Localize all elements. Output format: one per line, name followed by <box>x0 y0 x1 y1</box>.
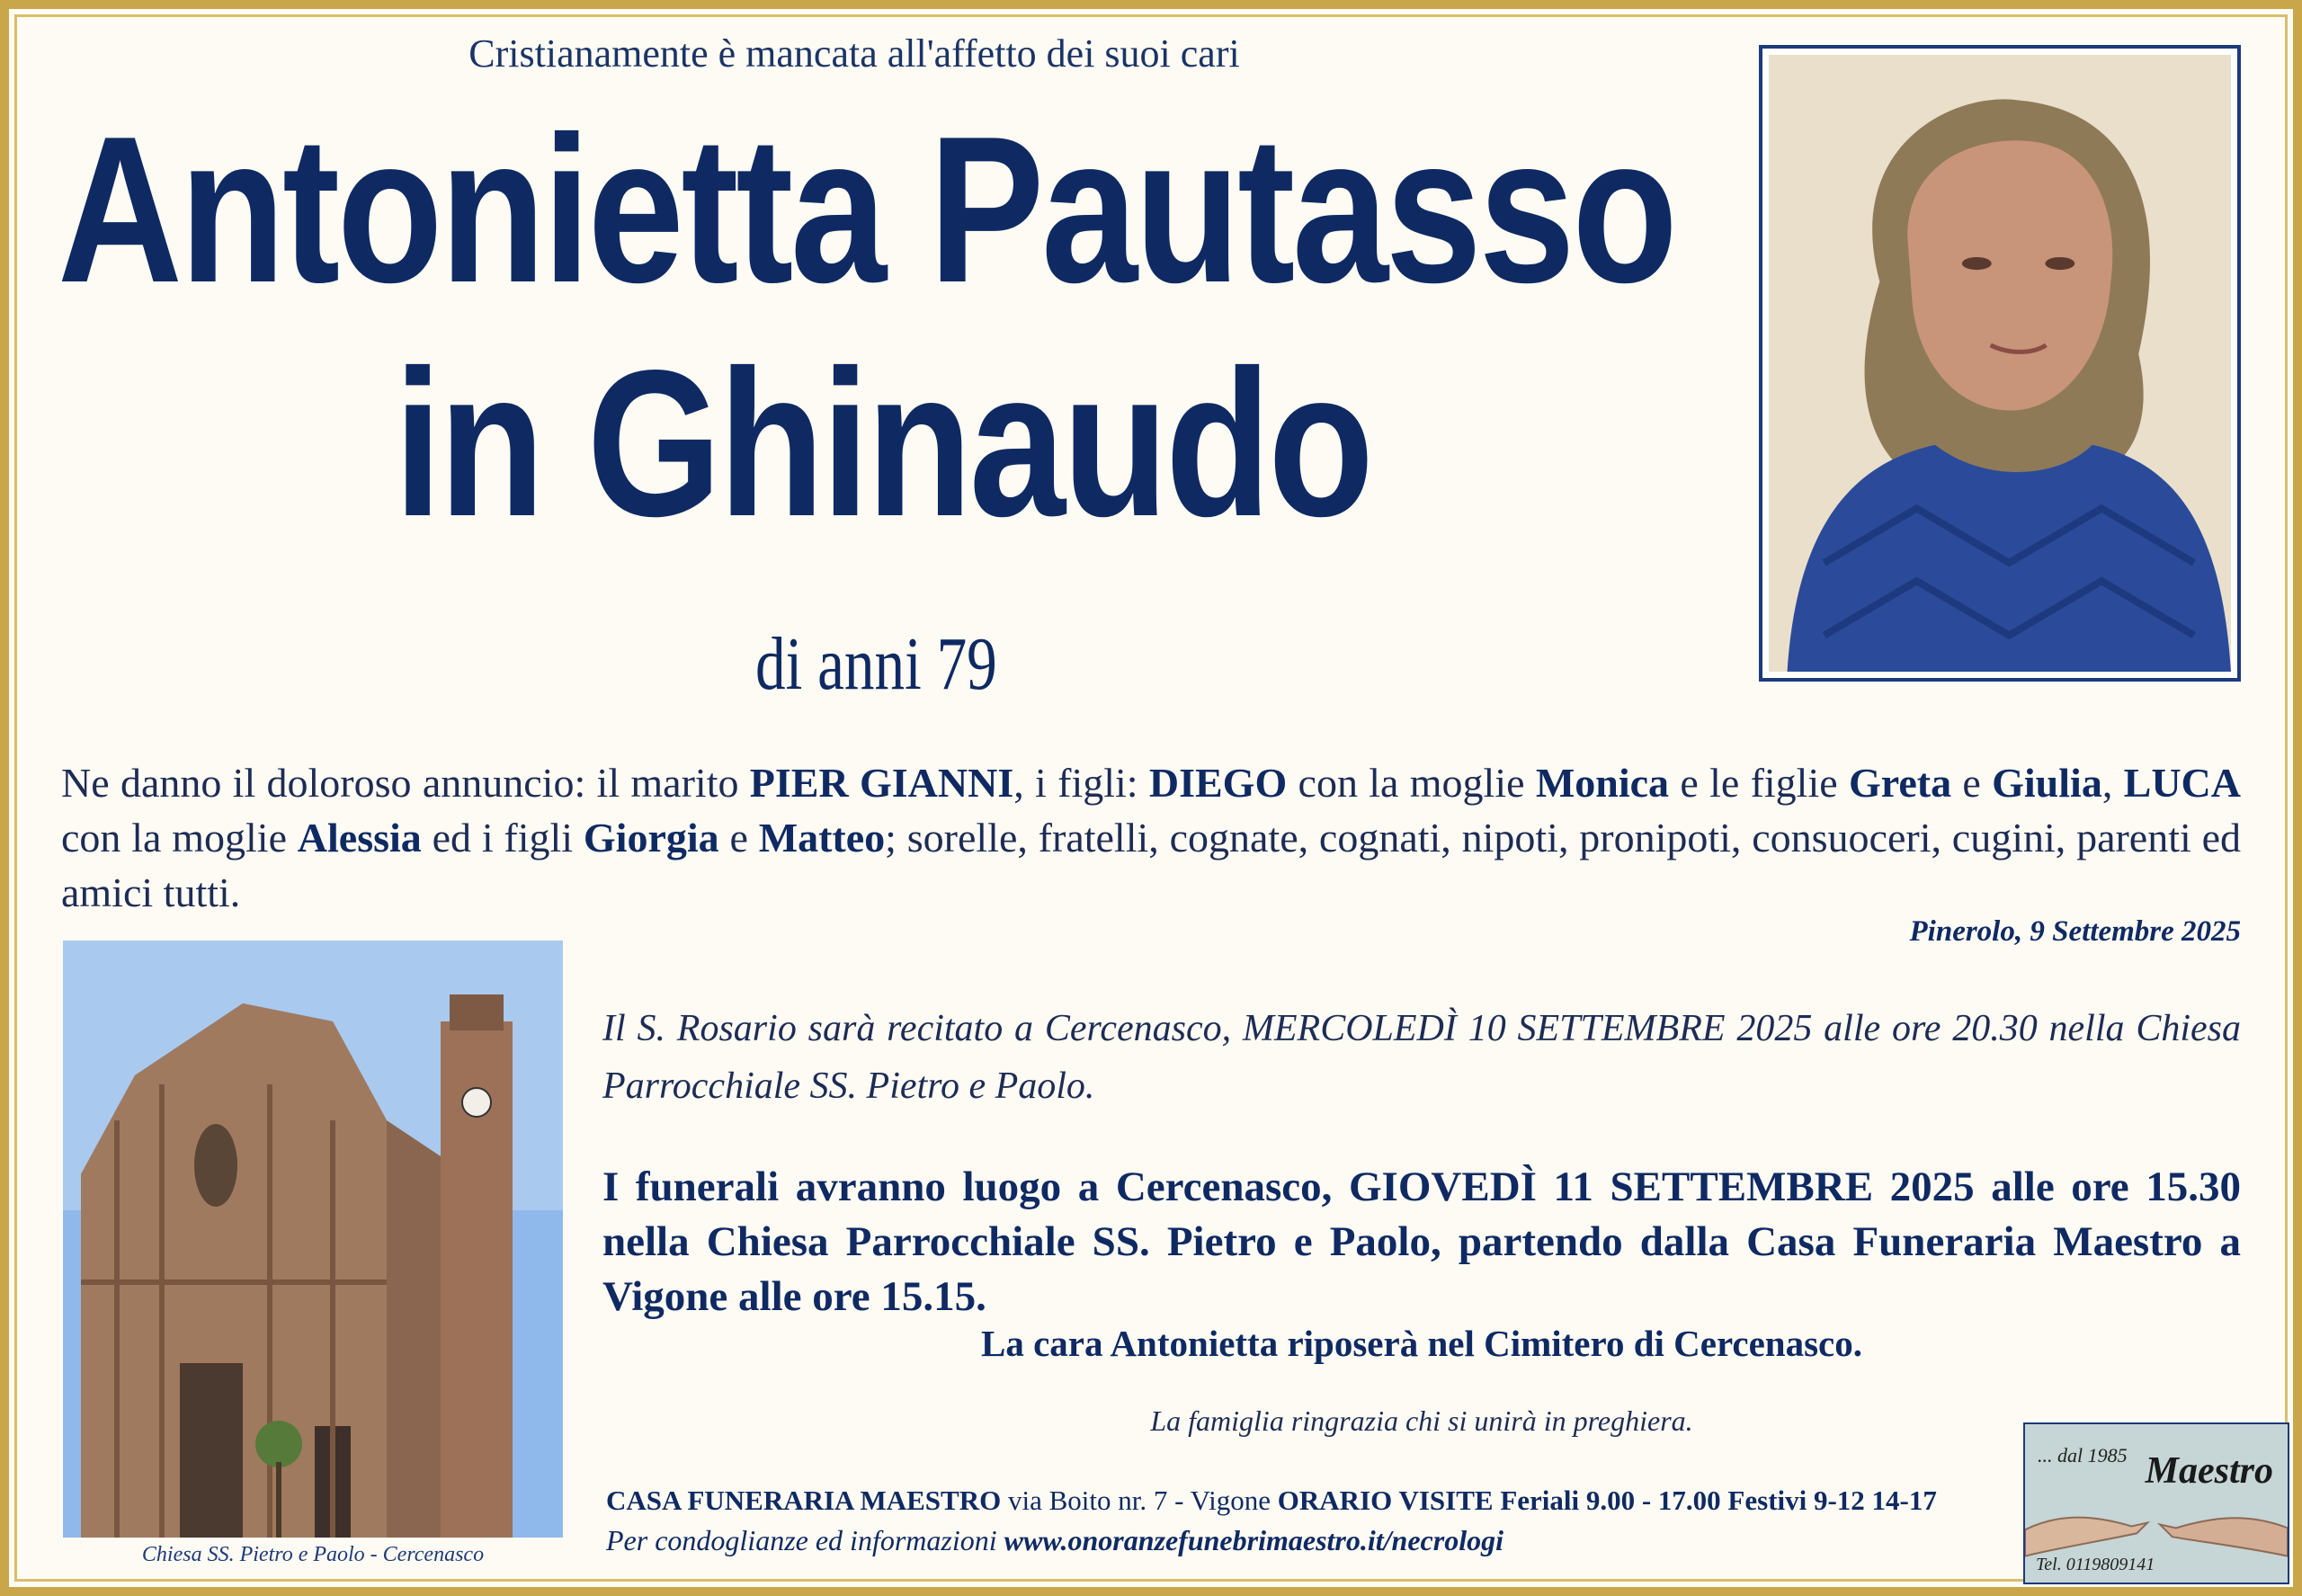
announcement-segment: con la moglie <box>61 815 298 860</box>
funeral-notice: I funerali avranno luogo a Cercenasco, GIOVEDÌ 11 SETTEMBRE 2025 alle ore 15.30 nella Chiesa Parrocchiale SS. Pietro e Paolo, partendo dalla Casa Funeraria Maestro a Vigone alle ore 15.15. <box>602 1164 2241 1320</box>
thanks-text: La famiglia ringrazia chi si unirà in preghiera. <box>1150 1404 1693 1437</box>
family-name: Matteo <box>758 815 886 860</box>
logo-phone: Tel. 0119809141 <box>2036 1555 2155 1574</box>
company-name: CASA FUNERARIA MAESTRO <box>606 1485 1002 1516</box>
announcement-segment: ; sorelle, fratelli, cognate, cognati, nipoti, pronipoti, consuoceri, cugini, parenti ed amici tutti. <box>61 815 2242 915</box>
condolences-info <box>606 1524 1503 1557</box>
announcement-text <box>61 755 2241 920</box>
family-name: Giorgia <box>583 815 719 860</box>
rosary-notice: Il S. Rosario sarà recitato a Cercenasco, MERCOLEDÌ 10 SETTEMBRE 2025 alle ore 20.30 nella Chiesa Parrocchiale SS. Pietro e Paolo. <box>602 1008 2241 1107</box>
deceased-name: Antonietta Pautasso <box>58 94 1675 326</box>
announcement-segment: ed i figli <box>421 815 584 860</box>
website-link[interactable]: www.onoranzefunebrimaestro.it/necrologi <box>1004 1524 1503 1556</box>
company-address: via Boito nr. 7 - Vigone <box>1001 1485 1278 1516</box>
family-name: Giulia <box>1992 760 2102 806</box>
church-image <box>63 941 563 1538</box>
family-name: LUCA <box>2123 760 2241 806</box>
funeral-home-info <box>606 1485 1937 1517</box>
intro-text: Cristianamente è mancata all'affetto dei suoi cari <box>468 31 1240 76</box>
family-name: Monica <box>1535 760 1670 806</box>
burial-notice: La cara Antonietta riposerà nel Cimitero di Cercenasco. <box>980 1323 1863 1364</box>
logo-brand: Maestro <box>2145 1450 2273 1492</box>
announcement-segment: , i figli: <box>1013 760 1149 806</box>
family-name: DIEGO <box>1148 760 1288 806</box>
hours-label: ORARIO VISITE <box>1277 1485 1494 1516</box>
family-name: PIER GIANNI <box>749 760 1014 806</box>
announcement-segment: e le figlie <box>1669 760 1849 806</box>
announcement-segment: , <box>2101 760 2124 806</box>
announcement-segment: con la moglie <box>1287 760 1536 806</box>
church-caption: Chiesa SS. Pietro e Paolo - Cercenasco <box>141 1543 485 1566</box>
deceased-married-name: in Ghinaudo <box>394 327 1371 560</box>
visit-hours: Feriali 9.00 - 17.00 Festivi 9-12 14-17 <box>1493 1485 1937 1516</box>
info-label: Per condoglianze ed informazioni <box>606 1524 1004 1556</box>
portrait-image <box>1769 55 2231 672</box>
logo-since: ... dal 1985 <box>2038 1444 2128 1467</box>
announcement-segment: e <box>718 815 759 860</box>
dateline: Pinerolo, 9 Settembre 2025 <box>1909 915 2241 948</box>
announcement-segment: Ne danno il doloroso annuncio: il marito <box>61 760 750 806</box>
announcement-segment: e <box>1951 760 1993 806</box>
family-name: Alessia <box>297 815 422 860</box>
church-photo <box>63 941 563 1538</box>
portrait-photo <box>1759 45 2241 682</box>
age: di anni 79 <box>755 622 997 706</box>
maestro-logo <box>2023 1422 2289 1584</box>
family-name: Greta <box>1848 760 1952 806</box>
